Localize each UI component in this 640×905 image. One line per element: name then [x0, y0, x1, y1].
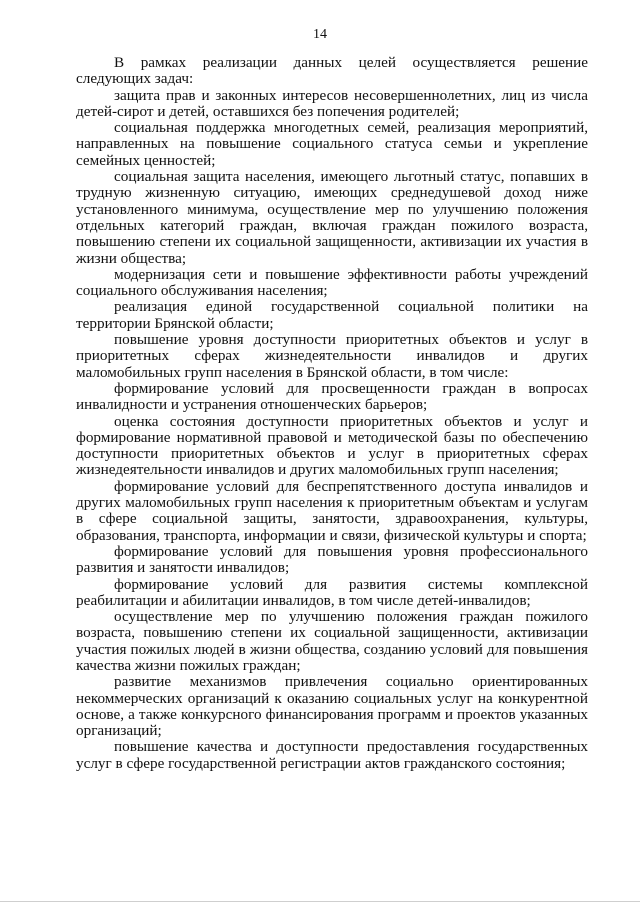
paragraph-task: защита прав и законных интересов несовершеннолетних, лиц из числа детей-сирот и детей, оставшихся без попечения родителей; [76, 86, 588, 120]
page-number: 14 [313, 27, 327, 42]
paragraph-task: модернизация сети и повышение эффективности работы учреждений социального обслуживания населения; [76, 265, 588, 300]
paragraph-task: повышение уровня доступности приоритетных объектов и услуг в приоритетных сферах жизнедеятельности инвалидов и других маломобильных групп населения в Брянской области, в том числе: [76, 331, 588, 381]
paragraph-task: повышение качества и доступности предоставления государственных услуг в сфере государственной регистрации актов гражданского состояния; [76, 738, 588, 772]
paragraph-task: реализация единой государственной социальной политики на территории Брянской области; [76, 298, 588, 332]
paragraph-intro: В рамках реализации данных целей осуществляется решение следующих задач: [76, 54, 588, 88]
paragraph-subtask: формирование условий для повышения уровня профессионального развития и занятости инвалидов; [76, 542, 588, 577]
document-body [76, 55, 588, 772]
paragraph-task: осуществление мер по улучшению положения граждан пожилого возраста, повышению степени их социальной защищенности, активизации участия пожилых людей в жизни общества, созданию условий для повышения качества жизни пожилых граждан; [76, 608, 588, 674]
paragraph-subtask: оценка состояния доступности приоритетных объектов и услуг и формирование нормативной правовой и методической базы по обеспечению доступности приоритетных объектов и услуг в приоритетных сферах жизнедеятельности инвалидов и других маломобильных групп населения; [76, 412, 588, 479]
paragraph-task: социальная поддержка многодетных семей, реализация мероприятий, направленных на повышение социального статуса семьи и укрепление семейных ценностей; [76, 119, 588, 169]
page-bottom-edge [0, 901, 640, 902]
paragraph-subtask: формирование условий для просвещенности граждан в вопросах инвалидности и устранения отношенческих барьеров; [76, 379, 588, 414]
paragraph-subtask: формирование условий для развития системы комплексной реабилитации и абилитации инвалидов, в том числе детей-инвалидов; [76, 575, 588, 609]
paragraph-task: социальная защита населения, имеющего льготный статус, попавших в трудную жизненную ситуацию, имеющих среднедушевой доход ниже установленного минимума, осуществление мер по улучшению положения отдельных категорий граждан, включая граждан пожилого возраста, повышению степени их социальной защищенности, активизации их участия в жизни общества; [76, 168, 588, 267]
paragraph-subtask: формирование условий для беспрепятственного доступа инвалидов и других маломобильных групп населения к приоритетным объектам и услугам в сфере социальной защиты, занятости, здравоохранения, культуры, образования, транспорта, информации и связи, физической культуры и спорта; [76, 477, 588, 544]
paragraph-task: развитие механизмов привлечения социально ориентированных некоммерческих организаций к оказанию социальных услуг на конкурентной основе, а также конкурсного финансирования программ и проектов указанных организаций; [76, 673, 588, 740]
